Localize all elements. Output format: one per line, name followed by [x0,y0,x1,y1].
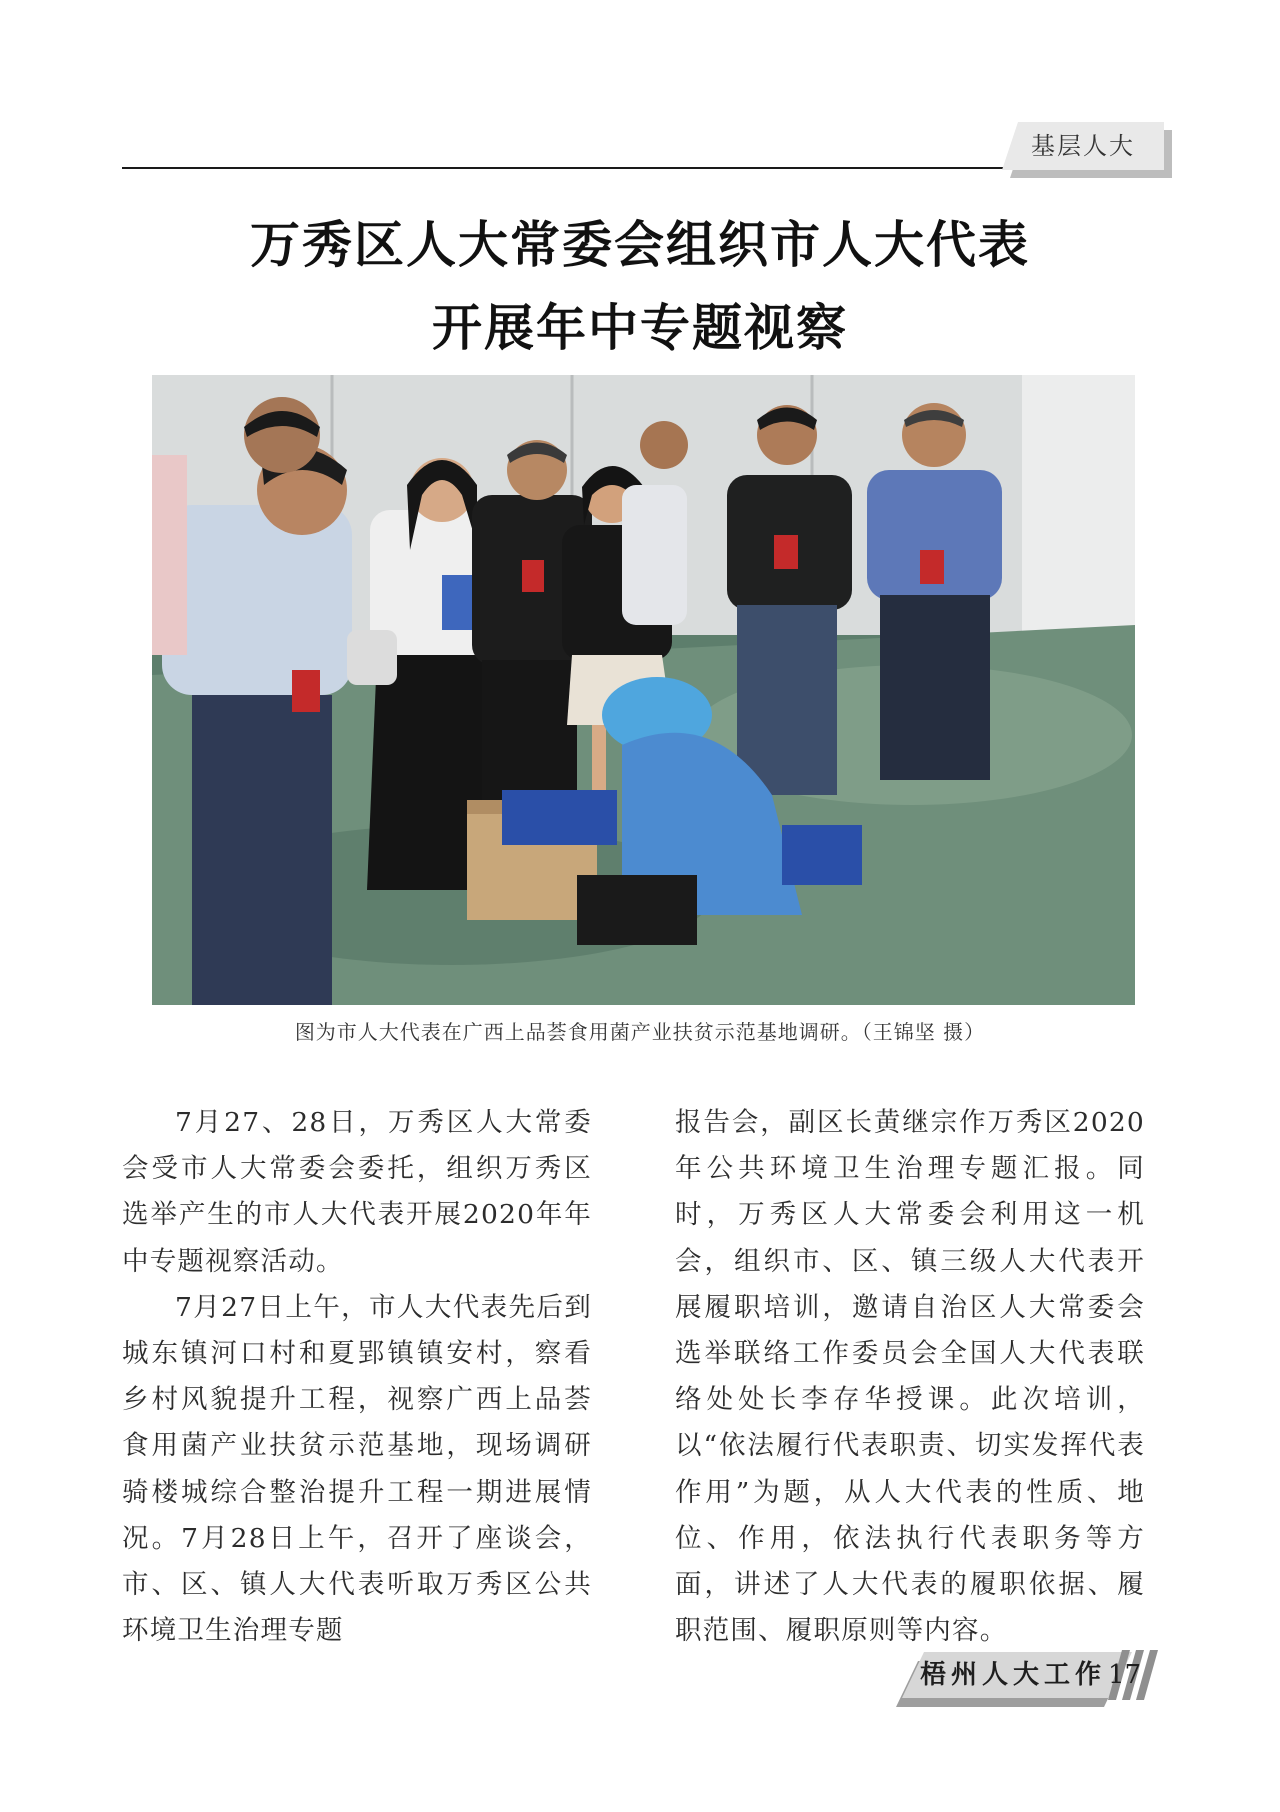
paragraph: 7月27日上午，市人大代表先后到城东镇河口村和夏郢镇镇安村，察看乡村风貌提升工程，视察广西上品荟食用菌产业扶贫示范基地，现场调研骑楼城综合整治提升工程一期进展情况。7月28日上午，召开了座谈会，市、区、镇人大代表听取万秀区公共环境卫生治理专题 [122,1291,592,1647]
article-title-line-1: 万秀区人大常委会组织市人大代表 [250,216,1030,274]
photo-illustration [152,375,1135,1005]
header-rule [122,167,1122,169]
section-label: 基层人大 [1031,132,1135,160]
article-photo [152,375,1135,1005]
article-body-right-column [675,1100,1145,1654]
footer-publication [920,1652,1141,1698]
publication-name: 梧州人大工作 [920,1660,1107,1690]
photo-caption: 图为市人大代表在广西上品荟食用菌产业扶贫示范基地调研。（王锦坚 摄） [294,1020,986,1044]
article-title-line-2: 开展年中专题视察 [432,299,848,357]
page-number: 17 [1108,1660,1142,1690]
paragraph: 报告会，副区长黄继宗作万秀区2020年公共环境卫生治理专题汇报。同时，万秀区人大常委会利用这一机会，组织市、区、镇三级人大代表开展履职培训，邀请自治区人大常委会选举联络工作委员会全国人大代表联络处处长李存华授课。此次培训，以“依法履行代表职责、切实发挥代表作用”为题，从人大代表的性质、地位、作用，依法执行代表职务等方面，讲述了人大代表的履职依据、履职范围、履职原则等内容。 [675,1107,1145,1647]
article-body-left-column [122,1100,592,1654]
paragraph: 7月27、28日，万秀区人大常委会受市人大常委会委托，组织万秀区选举产生的市人大代表开展2020年年中专题视察活动。 [122,1107,592,1277]
